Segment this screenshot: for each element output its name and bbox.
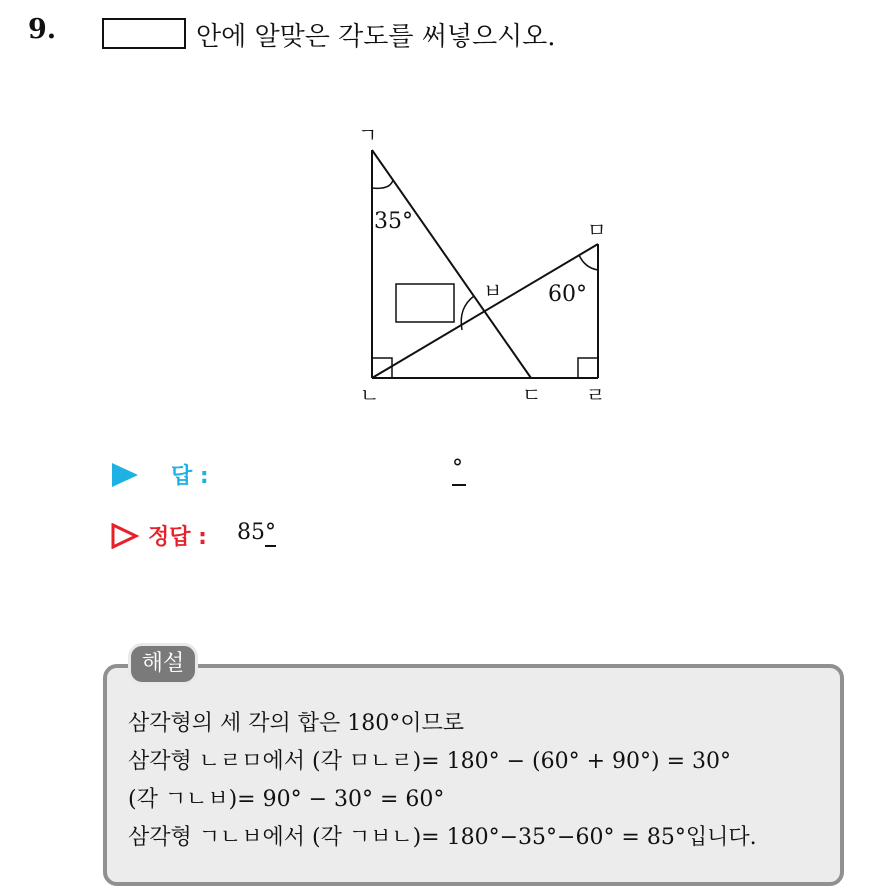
answer-blank-box xyxy=(102,18,186,49)
question-number: 9. xyxy=(28,14,57,45)
vertex-label-digeut: ㄷ xyxy=(522,383,542,407)
explanation-line-1: 삼각형의 세 각의 합은 180°이므로 xyxy=(128,711,464,736)
vertex-label-nieun: ㄴ xyxy=(360,383,380,407)
correct-answer-value xyxy=(237,520,276,545)
angle-label-60: 60° xyxy=(548,282,587,307)
segment-giyeok-digeut xyxy=(372,150,531,378)
question-text: 안에 알맞은 각도를 써넣으시오. xyxy=(196,22,556,52)
right-angle-mark-rieul xyxy=(578,358,598,378)
vertex-label-mieum: ㅁ xyxy=(587,218,607,242)
answer-label: 답 : xyxy=(171,464,209,489)
answer-input-blank[interactable] xyxy=(452,456,466,486)
geometry-figure xyxy=(340,120,630,410)
correct-arrow-icon xyxy=(110,523,140,549)
angle-arc-60 xyxy=(579,255,598,270)
correct-answer-unit: ° xyxy=(265,520,276,545)
correct-answer-number: 85 xyxy=(237,520,265,545)
vertex-label-giyeok: ㄱ xyxy=(358,123,378,147)
unknown-angle-box xyxy=(396,284,454,322)
angle-label-35: 35° xyxy=(374,209,413,234)
answer-unit: ° xyxy=(452,456,466,486)
correct-answer-label: 정답 : xyxy=(148,525,207,550)
vertex-label-rieul: ㄹ xyxy=(586,383,606,407)
explanation-title: 해설 xyxy=(128,643,198,685)
vertex-label-bieup: ㅂ xyxy=(483,279,503,303)
angle-arc-35 xyxy=(372,180,393,188)
explanation-line-3: (각 ㄱㄴㅂ)= 90° − 30° = 60° xyxy=(128,787,445,812)
explanation-line-4: 삼각형 ㄱㄴㅂ에서 (각 ㄱㅂㄴ)= 180°−35°−60° = 85°입니다. xyxy=(128,825,757,850)
explanation-line-2: 삼각형 ㄴㄹㅁ에서 (각 ㅁㄴㄹ)= 180° − (60° + 90°) = 30° xyxy=(128,749,731,774)
explanation-box xyxy=(103,664,844,886)
segment-nieun-mieum xyxy=(372,244,598,378)
answer-arrow-icon xyxy=(110,462,140,488)
